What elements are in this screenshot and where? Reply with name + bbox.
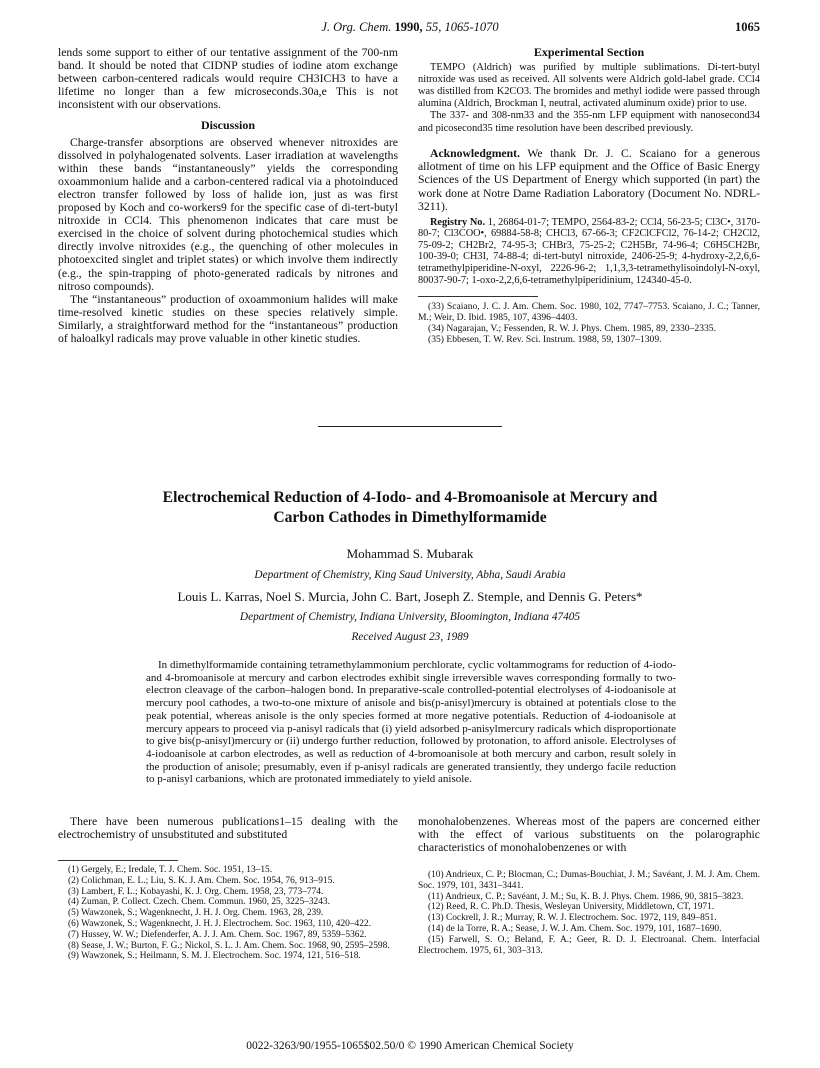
footnote-4: (4) Zuman, P. Collect. Czech. Chem. Commun. 1960, 25, 3225–3243. — [68, 897, 330, 908]
page-number: 1065 — [735, 20, 760, 34]
journal-name: J. Org. Chem. — [321, 20, 392, 34]
intro-paragraph-left: There have been numerous publications1–15 dealing with the electrochemistry of unsubstituted and substituted — [58, 815, 398, 842]
footnote-5: (5) Wawzonek, S.; Wagenknecht, J. H. J. Org. Chem. 1963, 28, 239. — [68, 908, 324, 919]
running-head-citation — [60, 20, 760, 35]
intro-paragraph-right: monohalobenzenes. Whereas most of the papers are concerned either with the effect of various substituents on the polarographic characteristics of monohalobenzenes or with — [418, 815, 760, 855]
footnote-6: (6) Wawzonek, S.; Wagenknecht, J. H. J. Electrochem. Soc. 1963, 110, 420–422. — [68, 918, 371, 929]
paragraph-cidnp: lends some support to either of our tentative assignment of the 700-nm band. It should be noted that CIDNP studies of iodine atom exchange between carbon-centered radicals would require CH3ICH3 to have a lifetime no longer than a few microseconds.30a,e This is not inconsistent with our observations. — [58, 46, 398, 112]
footnote-2: (2) Colichman, E. L.; Liu, S. K. J. Am. Chem. Soc. 1954, 76, 913–915. — [68, 875, 335, 886]
footnote-11: (11) Andrieux, C. P.; Savéant, J. M.; Su, K. B. J. Phys. Chem. 1986, 90, 3815–3823. — [428, 891, 744, 902]
experimental-paragraph-2: The 337- and 308-nm33 and the 355-nm LFP equipment with nanosecond34 and picosecond35 time resolution have been described previously. — [418, 110, 760, 134]
footnotes-33-35 — [418, 301, 760, 345]
footnote-34: (34) Nagarajan, V.; Fessenden, R. W. J. Phys. Chem. 1985, 89, 2330–2335. — [428, 323, 716, 335]
footnote-rule-left — [58, 860, 178, 861]
article-separator-rule — [318, 426, 502, 427]
footnote-35: (35) Ebbesen, T. W. Rev. Sci. Instrum. 1988, 59, 1307–1309. — [428, 334, 662, 346]
journal-year: 1990, — [394, 20, 423, 34]
footnote-10: (10) Andrieux, C. P.; Blocman, C.; Dumas-Bouchiat, J. M.; Savéant, J. M. J. Am. Chem. Soc. 1979, 101, 3431–3441. — [418, 870, 760, 891]
experimental-heading: Experimental Section — [533, 45, 645, 59]
acknowledgment-text: We thank Dr. J. C. Scaiano for a generous allotment of time on his LFP equipment and the Office of Basic Energy Sciences of the US Department of Energy which supported (in part) the work done at Notre Dame Radiation Laboratory (Document No. NDRL-3211). — [418, 146, 760, 214]
authors-2: Louis L. Karras, Noel S. Murcia, John C. Bart, Joseph Z. Stemple, and Dennis G. Peters* — [177, 589, 643, 604]
paragraph-charge-transfer: Charge-transfer absorptions are observed whenever nitroxides are dissolved in polyhalogenated solvents. Laser irradiation at wavelengths within these bands “instantaneously” yields the corresponding oxoammonium halide and a carbon-centered radical via a photoinduced electron transfer followed by loss of halide ion, just as was first proposed by Koch and co-workers9 for the specific case of di-tert-butyl nitroxide in CCl4. This phenomenon indicates that care must be exercised in the choice of solvent during photochemical studies which directly involve nitroxides (e.g., the quenching of other molecules in photoexcited singlet and triplet states) or which involve them indirectly (e.g., the spin-trapping of photo-generated radicals by nitrones and nitroso compounds). — [58, 135, 398, 293]
body-left-start — [58, 815, 398, 841]
footnote-15: (15) Farwell, S. O.; Beland, F. A.; Geer, R. D. J. Electroanal. Chem. Interfacial Electrochem. 1975, 61, 303–313. — [418, 934, 760, 956]
footnote-1: (1) Gergely, E.; Iredale, T. J. Chem. Soc. 1951, 13–15. — [68, 865, 273, 875]
footnote-rule — [418, 296, 538, 297]
left-column-upper — [58, 46, 398, 345]
footnote-12: (12) Reed, R. C. Ph.D. Thesis, Wesleyan University, Middletown, CT, 1971. — [428, 902, 715, 913]
acknowledgment — [418, 147, 760, 214]
abstract — [146, 659, 676, 786]
received-date: Received August 23, 1989 — [351, 631, 469, 643]
author-1: Mohammad S. Mubarak — [346, 546, 474, 561]
discussion-heading: Discussion — [200, 118, 256, 133]
footnote-14: (14) de la Torre, R. A.; Sease, J. W. J. Am. Chem. Soc. 1979, 101, 1687–1690. — [428, 923, 722, 934]
registry-numbers — [418, 217, 760, 287]
footnote-33: (33) Scaiano, J. C. J. Am. Chem. Soc. 1980, 102, 7747–7753. Scaiano, J. C.; Tanner, M.; Weir, D. Ibid. 1985, 107, 4396–4403. — [418, 301, 760, 324]
right-column-upper — [418, 46, 760, 345]
footnotes-left — [58, 860, 398, 962]
acknowledgment-label: Acknowledgment. — [430, 146, 520, 160]
journal-volume: 55, — [425, 20, 442, 34]
footnote-9: (9) Wawzonek, S.; Heilmann, S. M. J. Electrochem. Soc. 1974, 121, 516–518. — [68, 951, 361, 962]
article-title — [60, 488, 760, 528]
footnote-13: (13) Cockrell, J. R.; Murray, R. W. J. Electrochem. Soc. 1972, 119, 849–851. — [428, 913, 717, 924]
footnotes-right — [418, 870, 760, 956]
copyright-footer: 0022-3263/90/1955-1065$02.50/0 © 1990 American Chemical Society — [246, 1040, 574, 1052]
footnote-7: (7) Hussey, W. W.; Diefenderfer, A. J. J. Am. Chem. Soc. 1967, 89, 5359–5362. — [68, 929, 367, 940]
experimental-paragraph-1: TEMPO (Aldrich) was purified by multiple sublimations. Di-tert-butyl nitroxide was used as received. All solvents were Aldrich gold-label grade. CCl4 was distilled from K2CO3. The bromides and methyl iodide were passed through alumina (Aldrich, Brockman I, neutral, activated aluminum oxide) prior to use. — [418, 62, 760, 110]
body-right-start — [418, 815, 760, 854]
journal-pages: 1065-1070 — [444, 20, 499, 34]
footnote-8: (8) Sease, J. W.; Burton, F. G.; Nickol, S. L. J. Am. Chem. Soc. 1968, 90, 2595–2598. — [68, 940, 390, 951]
article-title-line-2: Carbon Cathodes in Dimethylformamide — [273, 509, 547, 526]
affiliation-1: Department of Chemistry, King Saud University, Abha, Saudi Arabia — [254, 569, 566, 581]
registry-text: 1, 26864-01-7; TEMPO, 2564-83-2; CCl4, 56-23-5; Cl3C•, 3170-80-7; Cl3COO•, 69884-58-8; CHCl3, 67-66-3; CF2ClCFCl2, 76-14-2; CH2Cl2, 75-09-2; CH2Br2, 74-95-3; CHBr3, 75-25-2; C2H5Br, 74-96-4; C6H5CH2Br, 100-39-0; CH3I, 74-88-4; di-tert-butyl nitroxide, 2406-25-9; 4-hydroxy-2,2,6,6-tetramethylpiperidine-N-oxyl, 2226-96-2; 1,1,3,3-tetramethylisoindolyl-N-oxyl, 80037-90-7; 1-oxo-2,2,6,6-tetramethylpiperidinium, 124340-45-0. — [418, 216, 761, 286]
affiliation-2: Department of Chemistry, Indiana University, Bloomington, Indiana 47405 — [239, 611, 581, 623]
abstract-text: In dimethylformamide containing tetramethylammonium perchlorate, cyclic voltammograms for reduction of 4-iodo- and 4-bromoanisole at mercury and carbon electrodes exhibit single irreversible waves corresponding formally to two-electron cleavage of the carbon–halogen bond. In preparative-scale controlled-potential electrolyses of 4-iodoanisole at mercury pool cathodes, a two-to-one mixture of anisole and bis(p-anisyl)mercury is obtained at potentials close to the peak potential, whereas anisole is the only species formed at more negative potentials. Reduction of 4-iodoanisole at mercury appears to proceed via p-anisyl radicals that (i) yield adsorbed p-anisylmercury radicals which disproportionate to give bis(p-anisyl)mercury or (ii) undergo further reduction, followed by protonation, to afford anisole. Electrolyses of 4-iodoanisole at carbon electrodes, as well as reduction of 4-bromoanisole at both mercury and carbon, result solely in the production of anisole; presumably, even if p-anisyl radicals are generated transiently, they undergo facile reduction to p-anisyl carbanions, which are protonated immediately to yield anisole. — [146, 659, 676, 786]
footnote-3: (3) Lambert, F. L.; Kobayashi, K. J. Org. Chem. 1958, 23, 773–774. — [68, 886, 324, 897]
paragraph-instantaneous: The “instantaneous” production of oxoammonium halides will make time-resolved kinetic studies on these species relatively simple. Similarly, a straightforward method for the “instantaneous” production of haloalkyl radicals may prove valuable in other kinetic studies. — [58, 292, 398, 345]
registry-label: Registry No. — [430, 216, 486, 228]
article-title-line-1: Electrochemical Reduction of 4-Iodo- and 4-Bromoanisole at Mercury and — [162, 489, 658, 506]
